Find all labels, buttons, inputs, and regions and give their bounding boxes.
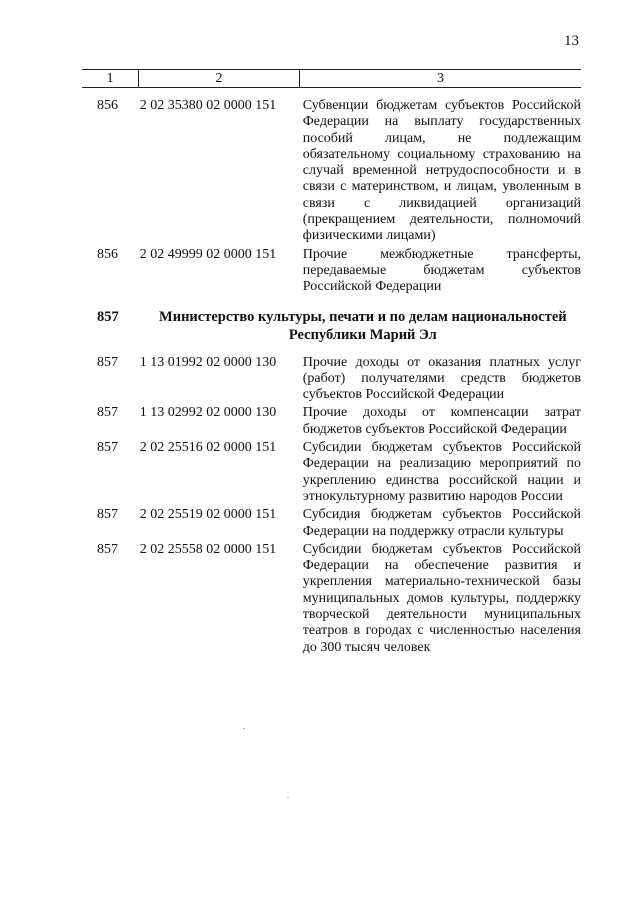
revenue-code: 2 02 25558 02 0000 151 — [139, 541, 277, 557]
page-number: 13 — [564, 33, 579, 49]
admin-code: 857 — [97, 405, 118, 421]
revenue-code: 2 02 25516 02 0000 151 — [139, 440, 277, 456]
revenue-code: 2 02 35380 02 0000 151 — [139, 98, 277, 113]
table-row — [82, 542, 581, 656]
table-row — [82, 507, 581, 540]
revenue-description: Субсидии бюджетам субъектов Российской Федерации на реализацию мероприятий по укреплению единства российской нации и этнокультурному развитию народов России — [302, 440, 581, 504]
ministry-admin-code: 857 — [97, 308, 119, 325]
table-row — [82, 355, 581, 404]
revenue-code: 2 02 49999 02 0000 151 — [139, 246, 277, 262]
revenue-code: 1 13 01992 02 0000 130 — [139, 354, 277, 370]
revenue-description: Прочие доходы от оказания платных услуг (работ) получателями средств бюджетов субъектов Российской Федерации — [302, 354, 581, 403]
scan-speck — [287, 797, 289, 798]
column-header-2: 2 — [139, 70, 300, 88]
column-header-row — [82, 69, 581, 88]
revenue-description: Субвенции бюджетам субъектов Российской Федерации на выплату государственных пособий лицам, не подлежащим обязательному социальному страхованию на случай временной нетрудоспособности и в связи с материнством, и лицам, уволенным в связи с ликвидацией организаций (прекращением деятельности, полномочий физическими лицами) — [302, 98, 581, 244]
table-row — [82, 440, 581, 505]
admin-code: 857 — [97, 354, 118, 370]
admin-code: 857 — [97, 507, 118, 523]
revenue-description: Прочие межбюджетные трансферты, передаваемые бюджетам субъектов Российской Федерации — [302, 246, 581, 295]
scan-speck — [243, 728, 245, 729]
table-row — [82, 405, 581, 438]
admin-code: 856 — [97, 98, 118, 113]
revenue-code: 1 13 02992 02 0000 130 — [139, 405, 277, 421]
table-row — [82, 98, 581, 245]
table-row — [82, 247, 581, 296]
column-header-1: 1 — [82, 70, 139, 88]
column-header-3: 3 — [300, 70, 582, 88]
admin-code: 857 — [97, 440, 118, 456]
revenue-description: Прочие доходы от компенсации затрат бюджетов субъектов Российской Федерации — [302, 405, 581, 437]
revenue-code: 2 02 25519 02 0000 151 — [139, 507, 277, 523]
ministry-heading-row — [82, 308, 581, 344]
revenue-description: Субсидии бюджетам субъектов Российской Федерации на обеспечение развития и укрепления материально-технической базы муниципальных домов культуры, поддержку творческой деятельности муниципальных театров в городах с численностью населения до 300 тысяч человек — [302, 541, 581, 655]
admin-code: 857 — [97, 541, 118, 557]
admin-code: 856 — [97, 246, 118, 262]
revenue-description: Субсидия бюджетам субъектов Российской Федерации на поддержку отрасли культуры — [302, 507, 581, 539]
ministry-title: Министерство культуры, печати и по делам национальностей Республики Марий Эл — [159, 308, 567, 343]
table-body — [82, 98, 581, 656]
